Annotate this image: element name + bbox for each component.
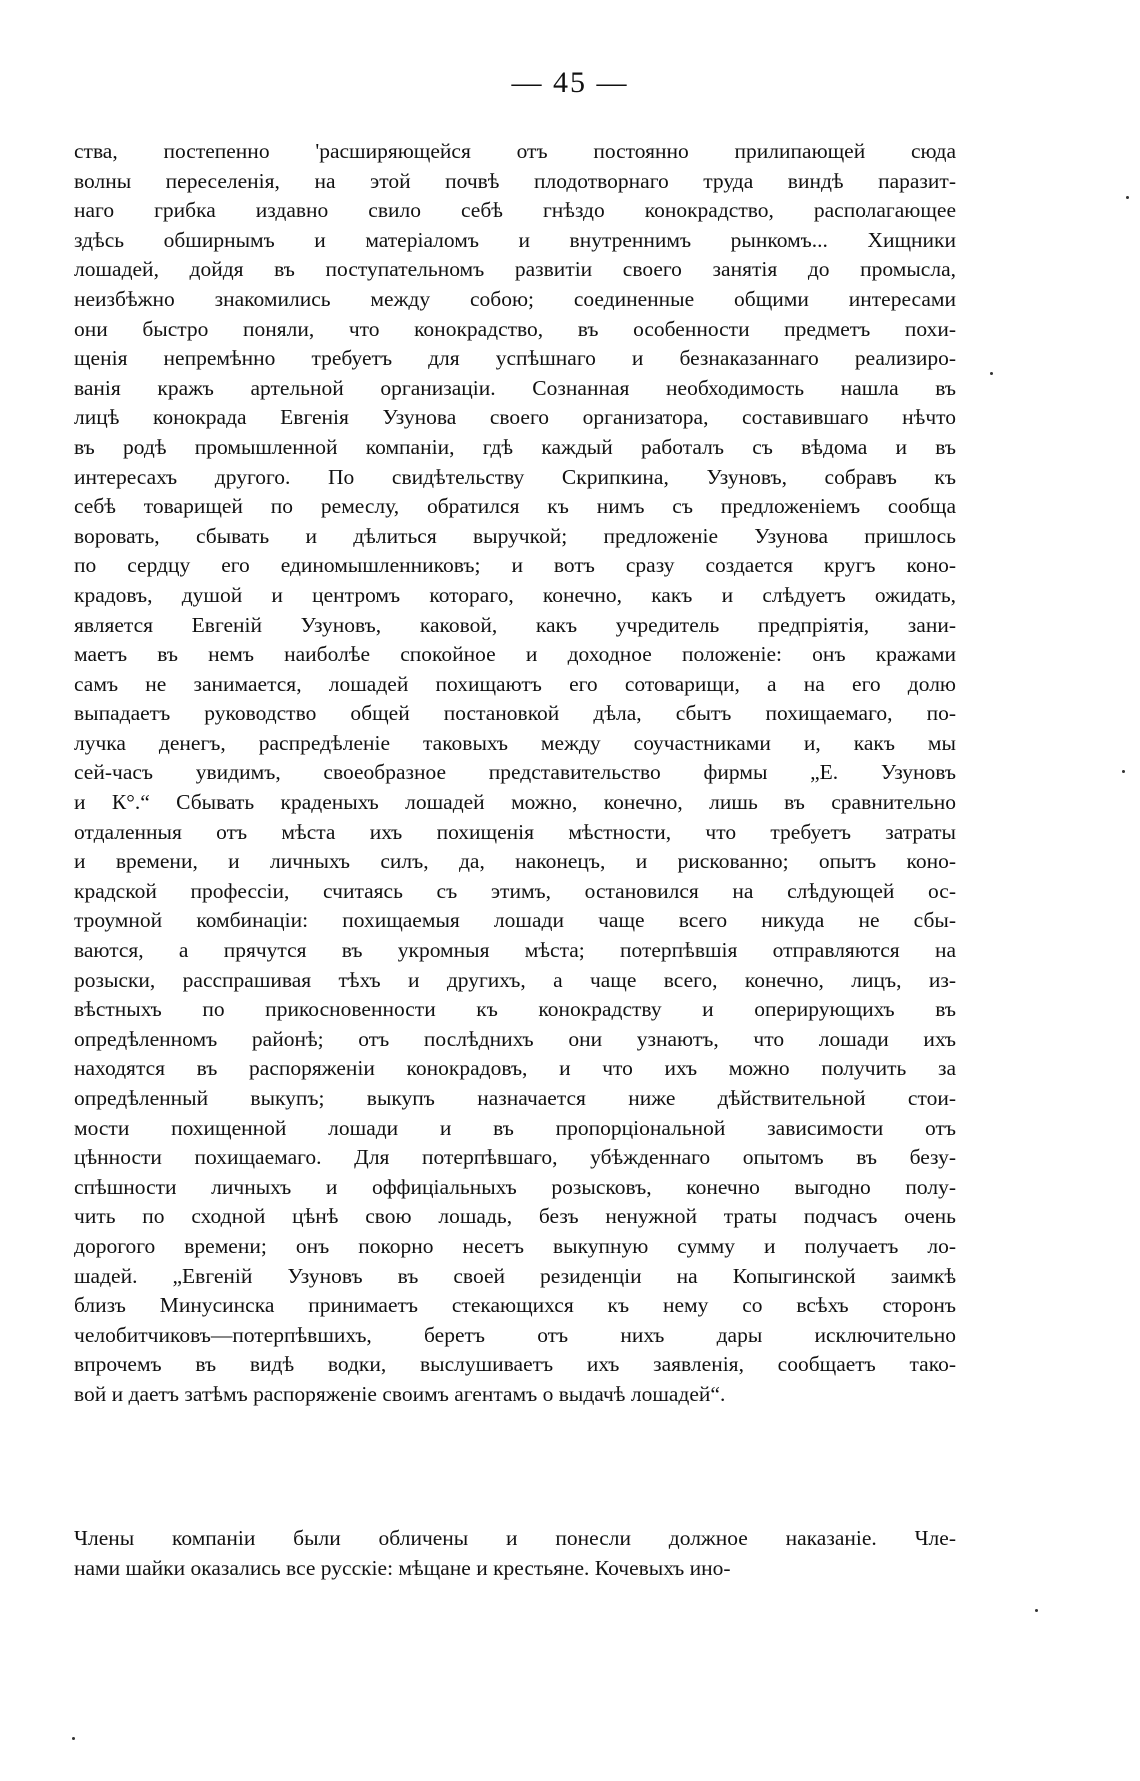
text-line: наго грибка издавно свило себѣ гнѣздо конокрадство, располагающее [74,198,956,223]
text-line: лучка денегъ, распредѣленіе таковыхъ между соучастниками и, какъ мы [74,730,956,755]
text-line: розыски, расспрашивая тѣхъ и другихъ, а чаще всего, конечно, лицъ, из- [74,967,956,992]
scan-speck [990,372,993,375]
text-line: вой и даетъ затѣмъ распоряженіе своимъ агентамъ о выдачѣ лошадей“. [74,1381,726,1406]
text-line: опредѣленномъ районѣ; отъ послѣднихъ они узнаютъ, что лошади ихъ [74,1026,956,1051]
scan-speck [1122,770,1125,773]
text-line: волны переселенія, на этой почвѣ плодотворнаго труда виндѣ паразит- [74,168,956,193]
text-line: воровать, сбывать и дѣлиться выручкой; предложеніе Узунова пришлось [74,523,956,548]
text-line: сей-часъ увидимъ, своеобразное представительство фирмы „Е. Узуновъ [74,760,956,785]
text-line: находятся въ распоряженіи конокрадовъ, и что ихъ можно получить за [74,1056,956,1081]
text-line: мости похищенной лошади и въ пропорціональной зависимости отъ [74,1115,956,1140]
text-line: себѣ товарищей по ремеслу, обратился къ нимъ съ предложеніемъ сообща [74,494,956,519]
text-line: Члены компаніи были обличены и понесли должное наказаніе. Чле- [74,1526,956,1550]
scan-speck [1035,1609,1038,1612]
text-line: челобитчиковъ—потерпѣвшихъ, беретъ отъ нихъ дары исключительно [74,1322,956,1347]
text-line: ваются, а прячутся въ укромныя мѣста; потерпѣвшія отправляются на [74,938,956,963]
text-line: лошадей, дойдя въ поступательномъ развитіи своего занятія до промысла, [74,257,956,282]
text-line: крадовъ, душой и центромъ котораго, конечно, какъ и слѣдуетъ ожидать, [74,582,956,607]
text-line: и времени, и личныхъ силъ, да, наконецъ, и рискованно; опытъ коно- [74,849,956,874]
text-line: въ родѣ промышленной компаніи, гдѣ каждый работалъ съ вѣдома и въ [74,434,956,459]
text-line: щенія непремѣнно требуетъ для успѣшнаго и безнаказаннаго реализиро- [74,346,956,371]
text-line: цѣнности похищаемаго. Для потерпѣвшаго, убѣжденнаго опытомъ въ безу- [74,1145,956,1170]
scan-speck [72,1737,75,1740]
text-line: троумной комбинаціи: похищаемыя лошади чаще всего никуда не сбы- [74,908,956,933]
text-line: близъ Минусинска принимаетъ стекающихся къ нему со всѣхъ сторонъ [74,1293,956,1318]
text-line: интересахъ другого. По свидѣтельству Скрипкина, Узуновъ, собравъ къ [74,464,956,489]
text-line: самъ не занимается, лошадей похищаютъ его сотоварищи, а на его долю [74,671,956,696]
text-line: нами шайки оказались все русскіе: мѣщане и крестьяне. Кочевыхъ ино- [74,1555,731,1580]
text-line: и К°.“ Сбывать краденыхъ лошадей можно, конечно, лишь въ сравнительно [74,790,956,815]
text-line: неизбѣжно знакомились между собою; соединенные общими интересами [74,286,956,311]
text-line: ванія кражъ артельной организаціи. Сознанная необходимость нашла въ [74,375,956,400]
text-line: выпадаетъ руководство общей постановкой дѣла, сбытъ похищаемаго, по- [74,701,956,726]
text-line: лицѣ конокрада Евгенія Узунова своего организатора, составившаго нѣчто [74,405,956,430]
text-line: по сердцу его единомышленниковъ; и вотъ сразу создается кругъ коно- [74,553,956,578]
text-line: маетъ въ немъ наиболѣе спокойное и доходное положеніе: онъ кражами [74,642,956,667]
text-line: шадей. „Евгеній Узуновъ въ своей резиденціи на Копыгинской заимкѣ [74,1263,956,1288]
paragraph-2 [74,1524,956,1583]
scan-speck [1126,196,1129,199]
text-line: является Евгеній Узуновъ, каковой, какъ учредитель предпріятія, зани- [74,612,956,637]
text-line: опредѣленный выкупъ; выкупъ назначается ниже дѣйствительной стои- [74,1086,956,1110]
page-number: — 45 — [511,66,629,99]
text-line: вѣстныхъ по прикосновенности къ конокрадству и оперирующихъ въ [74,997,956,1022]
text-line: крадской профессіи, считаясь съ этимъ, остановился на слѣдующей ос- [74,878,956,903]
text-line: дорогого времени; онъ покорно несетъ выкупную сумму и получаетъ ло- [74,1233,956,1258]
text-line: здѣсь обширнымъ и матеріаломъ и внутреннимъ рынкомъ... Хищники [74,227,956,252]
text-line: ства, постепенно 'расширяющейся отъ постоянно прилипающей сюда [74,139,956,163]
text-line: спѣшности личныхъ и оффиціальныхъ розысковъ, конечно выгодно полу- [74,1174,956,1199]
text-line: отдаленныя отъ мѣста ихъ похищенія мѣстности, что требуетъ затраты [74,819,956,844]
text-line: чить по сходной цѣнѣ свою лошадь, безъ ненужной траты подчасъ очень [74,1204,956,1229]
text-line: впрочемъ въ видѣ водки, выслушиваетъ ихъ заявленія, сообщаетъ тако- [74,1352,956,1377]
paragraph-1 [74,137,956,1410]
text-line: они быстро поняли, что конокрадство, въ особенности предметъ похи- [74,316,956,341]
